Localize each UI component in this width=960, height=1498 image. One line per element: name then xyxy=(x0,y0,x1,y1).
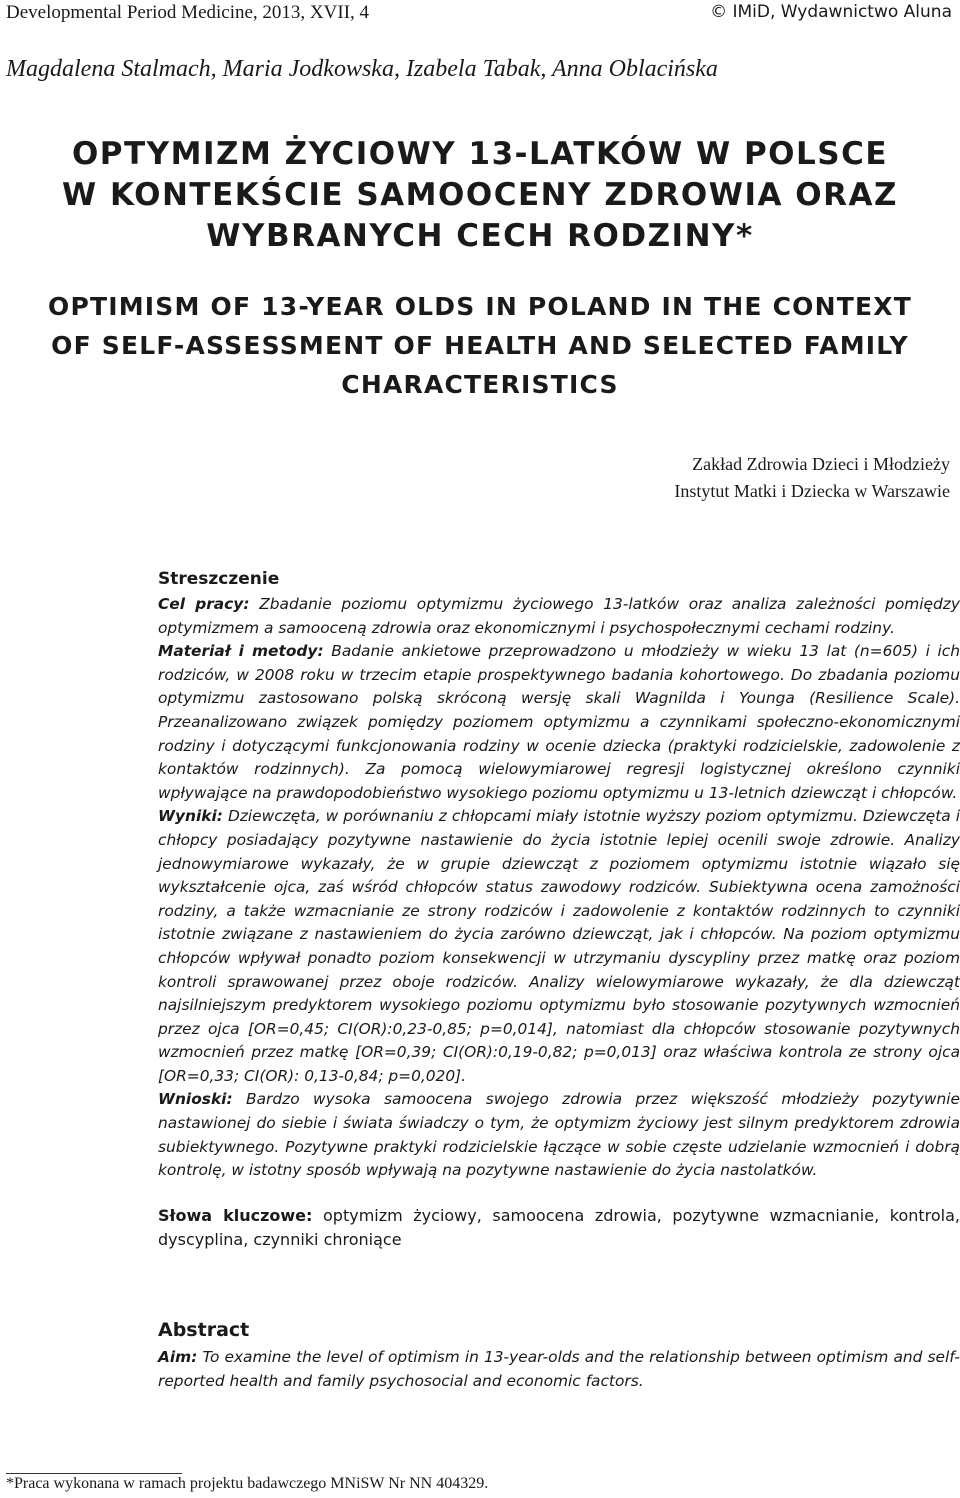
footnote-rule xyxy=(6,1473,182,1474)
running-head xyxy=(0,0,960,28)
material-text: Badanie ankietowe przeprowadzono u młodzieży w wieku 13 lat (n=605) i ich rodziców, w 2008 roku w trzecim etapie prospektywnego badania kohortowego. Do zbadania poziomu optymizmu zastosowano polską skróconą wersję skali Wagnilda i Younga (Resilience Scale). Przeanalizowano związek pomiędzy poziomem optymizmu a czynnikami społeczno-ekonomicznymi rodziny i dotyczącymi funkcjonowania rodziny w ocenie dziecka (praktyki rodzicielskie, zadowolenie z kontaktów rodzinnych). Za pomocą wielowymiarowej regresji logistycznej określono czynniki wpływające na prawdopodobieństwo wysokiego poziomu optymizmu u 13-letnich dziewcząt i chłopców. xyxy=(158,642,960,802)
keywords-text: optymizm życiowy, samoocena zdrowia, pozytywne wzmacnianie, kontrola, dyscyplina, czynniki chroniące xyxy=(158,1206,960,1249)
author-list: Magdalena Stalmach, Maria Jodkowska, Izabela Tabak, Anna Oblacińska xyxy=(6,56,718,82)
wnioski-label: Wnioski: xyxy=(158,1090,233,1109)
wyniki-label: Wyniki: xyxy=(158,807,223,826)
affiliation-department: Zakład Zdrowia Dzieci i Młodzieży xyxy=(692,454,950,474)
affiliation-institute: Instytut Matki i Dziecka w Warszawie xyxy=(674,481,950,501)
journal-citation: Developmental Period Medicine, 2013, XVII, 4 xyxy=(6,2,370,23)
streszczenie-body xyxy=(158,593,960,1183)
aim-text: To examine the level of optimism in 13-year-olds and the relationship between optimism and self-reported health and family psychosocial and economic factors. xyxy=(158,1348,960,1390)
title-polish-line: OPTYMIZM ŻYCIOWY 13-LATKÓW W POLSCE xyxy=(71,136,889,172)
keywords xyxy=(158,1204,960,1252)
title-english-line: OPTIMISM OF 13-YEAR OLDS IN POLAND IN THE CONTEXT xyxy=(48,292,912,321)
title-polish-line: WYBRANYCH CECH RODZINY* xyxy=(206,218,754,254)
title-polish-line: W KONTEKŚCIE SAMOOCENY ZDROWIA ORAZ xyxy=(62,177,898,213)
abstract-heading: Abstract xyxy=(158,1319,250,1341)
wnioski-text: Bardzo wysoka samoocena swojego zdrowia przez większość młodzieży pozytywnie nastawionej do siebie i świata świadczy o tym, że optymizm życiowy jest silnym predyktorem zdrowia subiektywnego. Pozytywne praktyki rodzicielskie łączące w sobie częste udzielanie wzmocnień i dobrą kontrolę, w istotny sposób wpływają na pozytywne nastawienie do życia nastolatków. xyxy=(158,1090,960,1180)
streszczenie-heading: Streszczenie xyxy=(158,569,280,589)
cel-label: Cel pracy: xyxy=(158,595,250,613)
title-english-line: CHARACTERISTICS xyxy=(341,370,619,399)
footnote: *Praca wykonana w ramach projektu badawczego MNiSW Nr NN 404329. xyxy=(6,1475,489,1492)
abstract-body xyxy=(158,1346,960,1393)
cel-text: Zbadanie poziomu optymizmu życiowego 13-latków oraz analiza zależności pomiędzy optymizmem a samooceną zdrowia oraz ekonomicznymi i psychospołecznymi cechami rodziny. xyxy=(158,595,960,637)
copyright-notice: © IMiD, Wydawnictwo Aluna xyxy=(710,2,952,22)
wyniki-text: Dziewczęta, w porównaniu z chłopcami miały istotnie wyższy poziom optymizmu. Dziewczęta i chłopcy posiadający pozytywne nastawienie do życia istotnie lepiej ocenili swoje zdrowie. Analizy jednowymiarowe wykazały, że w grupie dziewcząt z poziomem optymizmu istotnie wiązało się wykształcenie ojca, zaś wśród chłopców status zawodowy rodziców. Subiektywna ocena zamożności rodziny, a także wzmacnianie ze strony rodziców i zadowolenie z kontaktów rodzinnych to czynniki istotnie związane z nastawieniem do życia zarówno dziewcząt, jak i chłopców. Na poziom optymizmu chłopców wpływał ponadto poziom konsekwencji w utrzymaniu dyscypliny przez matkę oraz poziom kontroli sprawowanej przez oboje rodziców. Analizy wielowymiarowe wykazały, że dla dziewcząt najsilniejszym predyktorem wysokiego poziomu optymizmu było stosowanie pozytywnych wzmocnień przez ojca [OR=0,45; CI(OR):0,23-0,85; p=0,014], natomiast dla chłopców stosowanie pozytywnych wzmocnień przez matkę [OR=0,39; CI(OR):0,19-0,82; p=0,013] oraz właściwa kontrola ze strony ojca [OR=0,33; CI(OR): 0,13-0,84; p=0,020]. xyxy=(158,807,960,1085)
keywords-label: Słowa kluczowe: xyxy=(158,1206,313,1225)
material-label: Materiał i metody: xyxy=(158,642,324,661)
streszczenie-heading-block xyxy=(158,569,958,589)
affiliation xyxy=(674,451,950,505)
aim-label: Aim: xyxy=(158,1348,198,1366)
title-english-line: OF SELF-ASSESSMENT OF HEALTH AND SELECTED FAMILY xyxy=(51,331,909,360)
title-english xyxy=(0,287,960,404)
title-polish xyxy=(0,134,960,257)
